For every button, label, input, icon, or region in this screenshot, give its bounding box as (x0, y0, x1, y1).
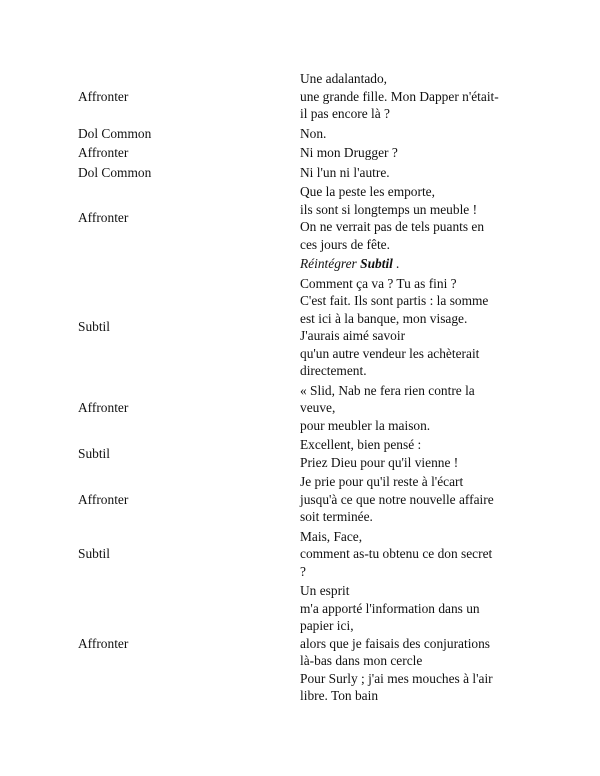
dialogue-line: comment as-tu obtenu ce don secret (300, 546, 493, 561)
dialogue-line: Comment ça va ? Tu as fini ? (300, 275, 457, 291)
dialogue-lines (300, 183, 522, 253)
stage-direction (300, 255, 522, 273)
dialogue-line: ces jours de fête. (300, 236, 390, 252)
dialogue-line: qu'un autre vendeur les achèterait (300, 345, 480, 361)
dialogue-lines (300, 582, 522, 705)
dialogue-lines (300, 70, 522, 123)
speaker-name: Subtil (78, 546, 110, 561)
dialogue-line: ? (300, 563, 306, 579)
dialogue-lines (300, 255, 522, 273)
dialogue-line: « Slid, Nab ne fera rien contre la (300, 382, 475, 398)
dialogue-line: il pas encore là ? (300, 106, 390, 121)
dialogue-lines (300, 436, 522, 471)
dialogue-line: veuve, (300, 400, 336, 415)
dialogue-line: C'est fait. Ils sont partis : la somme (300, 293, 489, 308)
speaker-name: Dol Common (78, 164, 152, 180)
dialogue-line: Excellent, bien pensé : (300, 437, 422, 452)
dialogue-line: papier ici, (300, 618, 354, 633)
dialogue-line: Je prie pour qu'il reste à l'écart (300, 474, 464, 489)
dialogue-row (78, 70, 548, 123)
dialogue-line: Que la peste les emporte, (300, 184, 435, 199)
dialogue-line: ils sont si longtemps un meuble ! (300, 201, 478, 217)
dialogue-line: est ici à la banque, mon visage. (300, 310, 468, 326)
dialogue-table (78, 70, 548, 707)
speaker-name: Affronter (78, 145, 129, 160)
dialogue-line: directement. (300, 363, 367, 378)
dialogue-line: Ni l'un ni l'autre. (300, 164, 390, 180)
speaker-name: Dol Common (78, 125, 152, 141)
dialogue-line: On ne verrait pas de tels puants en (300, 219, 485, 234)
speaker-name: Affronter (78, 210, 129, 226)
dialogue-row (78, 183, 548, 253)
dialogue-lines (300, 473, 522, 526)
dialogue-line: jusqu'à ce que notre nouvelle affaire (300, 491, 494, 507)
dialogue-line: J'aurais aimé savoir (300, 328, 406, 343)
dialogue-line: Pour Surly ; j'ai mes mouches à l'air (300, 670, 493, 686)
dialogue-line: pour meubler la maison. (300, 417, 431, 433)
dialogue-row (78, 528, 548, 581)
dialogue-row (78, 144, 548, 162)
dialogue-line: Mais, Face, (300, 528, 363, 544)
dialogue-row (78, 164, 548, 182)
dialogue-line: soit terminée. (300, 509, 373, 524)
speaker-name: Affronter (78, 400, 129, 415)
stage-direction-text: Réintégrer (300, 256, 357, 271)
dialogue-row (78, 436, 548, 471)
dialogue-lines (300, 144, 522, 162)
dialogue-row (78, 473, 548, 526)
dialogue-line: m'a apporté l'information dans un (300, 600, 480, 616)
dialogue-lines (300, 125, 522, 143)
stage-direction-character: Subtil (360, 256, 393, 271)
stage-direction-end: . (396, 256, 400, 271)
dialogue-row (78, 275, 548, 380)
dialogue-line: Un esprit (300, 583, 350, 598)
speaker-name: Subtil (78, 445, 110, 461)
dialogue-line: Une adalantado, (300, 71, 387, 86)
dialogue-row (78, 382, 548, 435)
dialogue-line: une grande fille. Mon Dapper n'était- (300, 88, 499, 104)
dialogue-row (78, 582, 548, 705)
dialogue-line: alors que je faisais des conjurations (300, 635, 491, 651)
dialogue-line: Non. (300, 125, 327, 141)
dialogue-row (78, 125, 548, 143)
speaker-name: Affronter (78, 491, 129, 507)
speaker-name: Subtil (78, 319, 110, 335)
dialogue-lines (300, 528, 522, 581)
dialogue-line: Ni mon Drugger ? (300, 145, 398, 160)
dialogue-line: libre. Ton bain (300, 688, 379, 703)
dialogue-lines (300, 164, 522, 182)
dialogue-row (78, 255, 548, 273)
dialogue-line: là-bas dans mon cercle (300, 653, 423, 668)
speaker-name: Affronter (78, 635, 129, 651)
dialogue-line: Priez Dieu pour qu'il vienne ! (300, 454, 459, 470)
speaker-name: Affronter (78, 88, 129, 104)
dialogue-lines (300, 382, 522, 435)
dialogue-lines (300, 275, 522, 380)
